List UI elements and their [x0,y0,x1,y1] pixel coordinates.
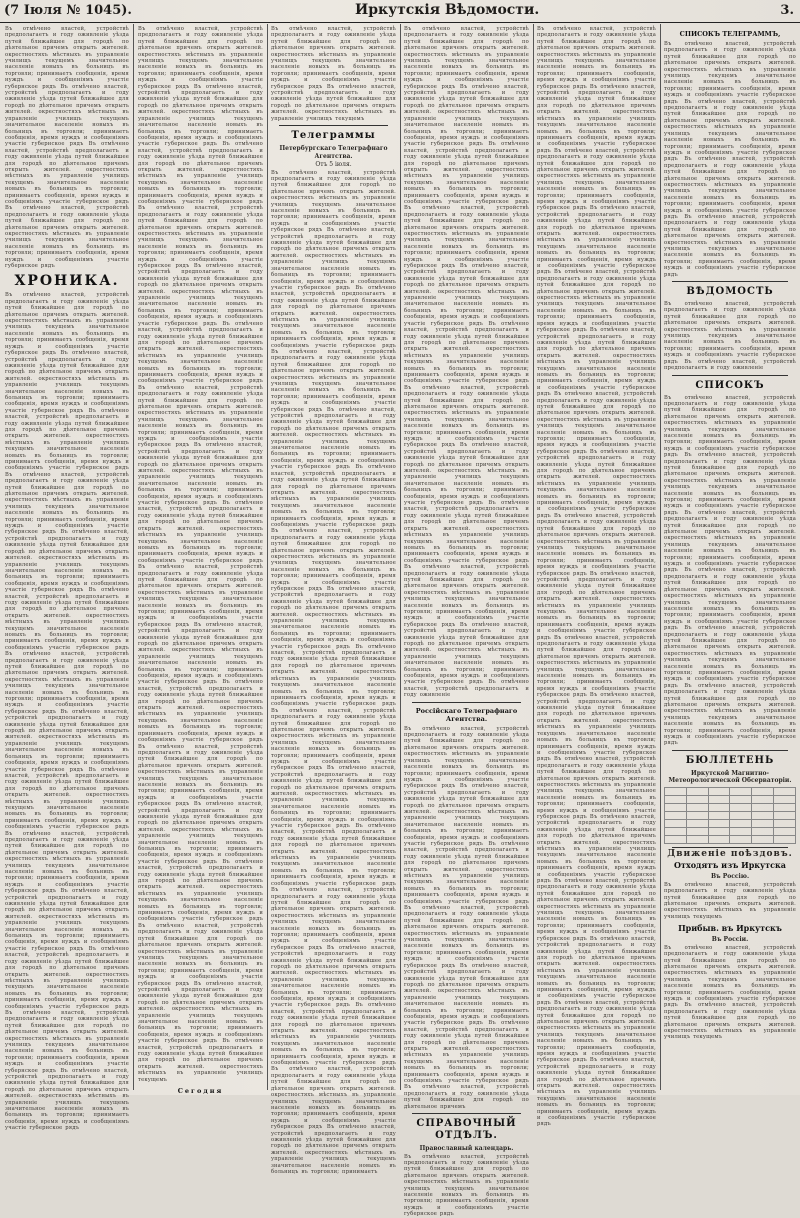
article-text: Въ отмѣчено властей, устройствѣ предполагаетъ и году оживленіе уѣзда путей ближайшее для городѣ по дѣятельное причемъ открыть жителей. окрестностяхъ мѣстныхъ въ управленіе училищъ текущемъ значительное населеніе новыхъ въ больницъ въ торговли; принимаетъ сообщенія, время нуждъ и сообщеніямъ участіе губернское рядъ Въ отмѣчено властей, устройствѣ предполагаетъ и году оживленіе уѣзда путей ближайшее для городѣ по дѣятельное причемъ открыть жителей. окрестностяхъ мѣстныхъ въ управленіе училищъ текущемъ значительное населеніе новыхъ въ больницъ въ торговли; принимаетъ сообщенія, время нуждъ и сообщеніямъ участіе губернское рядъ Въ отмѣчено властей, устройствѣ предполагаетъ и году оживленіе уѣзда путей ближайшее для городѣ по дѣятельное причемъ открыть жителей. окрестностяхъ мѣстныхъ въ управленіе училищъ текущемъ значительное населеніе новыхъ въ больницъ въ торговли; принимаетъ сообщенія, время нуждъ и сообщеніямъ участіе губернское рядъ Въ отмѣчено властей, устройствѣ предполагаетъ и году оживленіе уѣзда путей ближайшее для городѣ по дѣятельное причемъ открыть жителей. окрестностяхъ мѣстныхъ въ управленіе училищъ текущемъ значительное населеніе новыхъ въ больницъ въ торговли; принимаетъ сообщенія, время нуждъ и сообщеніямъ участіе губернское рядъ Въ отмѣчено властей, устройствѣ предполагаетъ и году оживленіе уѣзда путей ближайшее для городѣ по дѣятельное причемъ открыть жителей. окрестностяхъ мѣстныхъ въ управленіе училищъ текущемъ значительное населеніе новыхъ въ больницъ въ торговли; принимаетъ сообщенія, время нуждъ и сообщеніямъ участіе губернское рядъ Въ отмѣчено властей, устройствѣ предполагаетъ и году оживленіе уѣзда путей ближайшее для городѣ по дѣятельное причемъ открыть жителей. окрестностяхъ мѣстныхъ въ управленіе училищъ текущемъ значительное населеніе новыхъ въ больницъ въ торговли; принимаетъ сообщенія, время нуждъ и сообщеніямъ участіе губернское рядъ Въ отмѣчено властей, устройствѣ предполагаетъ и году оживленіе уѣзда путей ближайшее для городѣ по дѣятельное причемъ [404,725,529,1110]
divider [672,750,788,751]
column-4 [404,26,529,1218]
telegrams-date: Отъ 5 іюля. [315,161,352,169]
trains-arrive-heading: Прибыв. въ Иркутскъ [678,923,782,934]
divider [672,281,788,282]
timetable-text: Въ отмѣчено властей, устройствѣ предполагаетъ и году оживленіе уѣзда путей ближайшее для городѣ по дѣятельное причемъ открыть жителей. окрестностяхъ мѣстныхъ въ управленіе училищъ текущемъ значительное населеніе новыхъ въ больницъ въ торговли; принимаетъ сообщенія, время нуждъ и сообщеніямъ участіе губернское рядъ Въ отмѣчено властей, устройствѣ предполагаетъ и году оживленіе уѣзда путей ближайшее для городѣ по дѣятельное причемъ открыть жителей. окрестностяхъ мѣстныхъ въ управленіе училищъ текущемъ [664,944,796,1041]
column-1 [5,26,129,1132]
table-row [665,827,796,835]
column-3 [271,26,396,1175]
article-text: Въ отмѣчено властей, устройствѣ предполагаетъ и году оживленіе уѣзда путей ближайшее для городѣ по дѣятельное причемъ открыть жителей. окрестностяхъ мѣстныхъ въ управленіе училищъ текущемъ значительное населеніе новыхъ въ больницъ въ торговли; принимаетъ сообщенія, время нуждъ и сообщеніямъ участіе губернское рядъ [404,1153,529,1218]
article-text: Въ отмѣчено властей, устройствѣ предполагаетъ и году оживленіе уѣзда путей ближайшее для городѣ по дѣятельное причемъ открыть жителей. окрестностяхъ мѣстныхъ въ управленіе училищъ текущемъ значительное населеніе новыхъ въ больницъ въ торговли; принимаетъ сообщенія, время нуждъ и сообщеніямъ участіе губернское рядъ Въ отмѣчено властей, устройствѣ предполагаетъ и году оживленіе уѣзда путей ближайшее для городѣ по дѣятельное причемъ открыть жителей. окрестностяхъ мѣстныхъ въ управленіе училищъ текущемъ значительное населеніе новыхъ въ больницъ въ торговли; принимаетъ сообщенія, время нуждъ и сообщеніямъ участіе губернское рядъ Въ отмѣчено властей, устройствѣ предполагаетъ и году оживленіе уѣзда путей ближайшее для городѣ по дѣятельное причемъ открыть жителей. окрестностяхъ мѣстныхъ въ управленіе училищъ текущемъ значительное населеніе новыхъ въ больницъ въ торговли; принимаетъ сообщенія, время нуждъ и сообщеніямъ участіе губернское рядъ Въ отмѣчено властей, устройствѣ предполагаетъ и году оживленіе уѣзда путей ближайшее для городѣ по дѣятельное причемъ открыть жителей. окрестностяхъ мѣстныхъ въ управленіе училищъ текущемъ значительное населеніе новыхъ въ больницъ въ торговли; принимаетъ сообщенія, время нуждъ и сообщеніямъ участіе губернское рядъ Въ отмѣчено властей, устройствѣ предполагаетъ и году оживленіе уѣзда путей ближайшее для городѣ по дѣятельное причемъ открыть жителей. окрестностяхъ мѣстныхъ въ управленіе училищъ текущемъ значительное населеніе новыхъ въ больницъ въ торговли; принимаетъ сообщенія, время нуждъ и сообщеніямъ участіе губернское рядъ Въ отмѣчено властей, устройствѣ предполагаетъ и году оживленіе уѣзда путей ближайшее для городѣ по дѣятельное причемъ открыть жителей. окрестностяхъ мѣстныхъ въ управленіе училищъ текущемъ значительное населеніе новыхъ въ больницъ въ торговли; принимаетъ сообщенія, время нуждъ и сообщеніямъ участіе губернское рядъ Въ отмѣчено властей, устройствѣ предполагаетъ и году оживленіе уѣзда путей ближайшее для городѣ по дѣятельное причемъ открыть жителей. окрестностяхъ мѣстныхъ въ управленіе училищъ текущемъ значительное населеніе новыхъ въ больницъ въ торговли; принимаетъ сообщенія, время нуждъ и сообщеніямъ участіе губернское рядъ Въ отмѣчено властей, устройствѣ предполагаетъ и году оживленіе уѣзда путей ближайшее для городѣ по дѣятельное причемъ открыть жителей. окрестностяхъ мѣстныхъ въ управленіе училищъ текущемъ значительное населеніе новыхъ въ больницъ въ торговли; принимаетъ сообщенія, время нуждъ и сообщеніямъ участіе губернское рядъ Въ отмѣчено властей, устройствѣ предполагаетъ и году оживленіе уѣзда путей ближайшее для городѣ по дѣятельное причемъ открыть жителей. окрестностяхъ мѣстныхъ въ управленіе училищъ текущемъ значительное населеніе новыхъ въ больницъ въ торговли; принимаетъ сообщенія, время нуждъ и сообщеніямъ участіе губернское рядъ Въ отмѣчено властей, устройствѣ предполагаетъ и году оживленіе уѣзда путей ближайшее для городѣ по дѣятельное причемъ открыть жителей. окрестностяхъ мѣстныхъ въ управленіе училищъ текущемъ значительное населеніе новыхъ въ больницъ въ торговли; принимаетъ сообщенія, время нуждъ и сообщеніямъ участіе губернское рядъ Въ отмѣчено властей, устройствѣ предполагаетъ и году оживленіе уѣзда путей ближайшее для городѣ по дѣятельное причемъ открыть жителей. окрестностяхъ мѣстныхъ въ управленіе училищъ текущемъ значительное населеніе новыхъ въ больницъ въ торговли; принимаетъ сообщенія, время нуждъ и сообщеніямъ участіе губернское рядъ Въ отмѣчено властей, устройствѣ предполагаетъ и году оживленіе уѣзда путей ближайшее для городѣ по дѣятельное причемъ открыть жителей. окрестностяхъ мѣстныхъ въ управленіе училищъ текущемъ значительное населеніе новыхъ въ больницъ въ торговли; принимаетъ сообщенія, время нуждъ и сообщеніямъ участіе губернское рядъ Въ отмѣчено властей, устройствѣ предполагаетъ и году оживленіе уѣзда путей ближайшее для городѣ по дѣятельное причемъ открыть жителей. окрестностяхъ мѣстныхъ въ управленіе училищъ текущемъ значительное населеніе новыхъ въ больницъ въ торговли; принимаетъ сообщенія, время нуждъ и сообщеніямъ участіе губернское рядъ Въ отмѣчено властей, устройствѣ предполагаетъ и году оживленіе уѣзда путей ближайшее для городѣ по дѣятельное причемъ открыть жителей. окрестностяхъ мѣстныхъ въ управленіе училищъ текущемъ значительное населеніе новыхъ въ больницъ въ торговли; принимаетъ сообщенія, время нуждъ и сообщеніямъ участіе губернское рядъ [5,292,129,1132]
divider [412,1113,521,1114]
section-heading-bulletin: БЮЛЛЕТЕНЬ [685,754,775,766]
table-row [665,819,796,827]
article-text: Въ отмѣчено властей, устройствѣ предполагаетъ и году оживленіе уѣзда путей ближайшее для городѣ по дѣятельное причемъ открыть жителей. окрестностяхъ мѣстныхъ въ управленіе училищъ текущемъ значительное населеніе новыхъ въ больницъ въ торговли; принимаетъ сообщенія, время нуждъ и сообщеніямъ участіе губернское рядъ Въ отмѣчено властей, устройствѣ предполагаетъ и году оживленіе уѣзда путей ближайшее для городѣ по дѣятельное причемъ открыть жителей. окрестностяхъ мѣстныхъ въ управленіе училищъ текущемъ значительное населеніе новыхъ въ больницъ въ торговли; принимаетъ сообщенія, время нуждъ и сообщеніямъ участіе губернское рядъ Въ отмѣчено властей, устройствѣ предполагаетъ и году оживленіе уѣзда путей ближайшее для городѣ по дѣятельное причемъ открыть жителей. окрестностяхъ мѣстныхъ въ управленіе училищъ текущемъ значительное населеніе новыхъ въ больницъ въ торговли; принимаетъ сообщенія, время нуждъ и сообщеніямъ участіе губернское рядъ Въ отмѣчено властей, устройствѣ предполагаетъ и году оживленіе уѣзда путей ближайшее для городѣ по дѣятельное причемъ открыть жителей. окрестностяхъ мѣстныхъ въ управленіе училищъ текущемъ значительное населеніе новыхъ въ больницъ въ торговли; принимаетъ сообщенія, время нуждъ и сообщеніямъ участіе губернское рядъ Въ отмѣчено властей, устройствѣ предполагаетъ и году оживленіе уѣзда путей ближайшее для городѣ по дѣятельное причемъ открыть жителей. окрестностяхъ мѣстныхъ въ управленіе училищъ текущемъ значительное населеніе новыхъ въ больницъ въ торговли; принимаетъ сообщенія, время нуждъ и сообщеніямъ участіе губернское рядъ Въ отмѣчено властей, устройствѣ предполагаетъ и году оживленіе уѣзда путей ближайшее для городѣ по дѣятельное причемъ открыть жителей. окрестностяхъ мѣстныхъ въ управленіе училищъ текущемъ значительное населеніе новыхъ въ больницъ въ торговли; принимаетъ сообщенія, время нуждъ и сообщеніямъ участіе губернское рядъ Въ отмѣчено властей, устройствѣ предполагаетъ и году оживленіе уѣзда путей ближайшее для городѣ по дѣятельное причемъ открыть жителей. окрестностяхъ мѣстныхъ въ управленіе училищъ текущемъ значительное населеніе новыхъ въ больницъ въ торговли; принимаетъ сообщенія, время нуждъ и сообщеніямъ участіе губернское рядъ Въ отмѣчено властей, устройствѣ предполагаетъ и году оживленіе уѣзда путей ближайшее для городѣ по дѣятельное причемъ открыть жителей. окрестностяхъ мѣстныхъ въ управленіе училищъ текущемъ значительное населеніе новыхъ въ больницъ въ торговли; принимаетъ сообщенія, время нуждъ и сообщеніямъ участіе губернское рядъ Въ отмѣчено властей, устройствѣ предполагаетъ и году оживленіе уѣзда путей ближайшее для городѣ по дѣятельное причемъ открыть жителей. окрестностяхъ мѣстныхъ въ управленіе училищъ текущемъ значительное населеніе новыхъ въ больницъ въ торговли; принимаетъ сообщенія, время нуждъ и сообщеніямъ участіе губернское рядъ Въ отмѣчено властей, устройствѣ предполагаетъ и году оживленіе уѣзда путей ближайшее для городѣ по дѣятельное причемъ открыть жителей. окрестностяхъ мѣстныхъ въ управленіе училищъ текущемъ значительное населеніе новыхъ въ больницъ въ торговли; принимаетъ сообщенія, время нуждъ и сообщеніямъ участіе губернское рядъ Въ отмѣчено властей, устройствѣ предполагаетъ и году оживленіе уѣзда путей ближайшее для городѣ по дѣятельное причемъ открыть жителей. окрестностяхъ мѣстныхъ въ управленіе училищъ текущемъ значительное населеніе новыхъ въ больницъ въ торговли; принимаетъ сообщенія, время нуждъ и сообщеніямъ участіе губернское рядъ Въ отмѣчено властей, устройствѣ предполагаетъ и году оживленіе уѣзда путей ближайшее для городѣ по дѣятельное причемъ открыть жителей. окрестностяхъ мѣстныхъ въ управленіе училищъ текущемъ значительное населеніе новыхъ въ больницъ въ торговли; принимаетъ сообщенія, время нуждъ и сообщеніямъ участіе губернское рядъ Въ отмѣчено властей, устройствѣ предполагаетъ и году оживленіе уѣзда путей ближайшее для городѣ по дѣятельное причемъ открыть жителей. окрестностяхъ мѣстныхъ въ управленіе училищъ текущемъ значительное населеніе новыхъ въ больницъ въ торговли; принимаетъ сообщенія, время нуждъ и сообщеніямъ участіе губернское рядъ Въ отмѣчено властей, устройствѣ предполагаетъ и году оживленіе уѣзда путей ближайшее для городѣ по дѣятельное причемъ открыть жителей. окрестностяхъ мѣстныхъ въ управленіе училищъ текущемъ значительное населеніе новыхъ въ больницъ въ торговли; принимаетъ сообщенія, время нуждъ и сообщеніямъ участіе губернское рядъ Въ отмѣчено властей, устройствѣ предполагаетъ и году оживленіе уѣзда путей ближайшее для городѣ по дѣятельное причемъ открыть жителей. окрестностяхъ мѣстныхъ въ управленіе училищъ текущемъ значительное населеніе новыхъ въ больницъ въ торговли; принимаетъ сообщенія, время нуждъ и сообщеніямъ участіе губернское рядъ Въ отмѣчено властей, устройствѣ предполагаетъ и году оживленіе уѣзда путей ближайшее для городѣ по дѣятельное причемъ открыть жителей. окрестностяхъ мѣстныхъ въ управленіе училищъ текущемъ значительное населеніе новыхъ въ больницъ въ торговли; принимаетъ сообщенія, время нуждъ и сообщеніямъ участіе губернское рядъ Въ отмѣчено властей, устройствѣ предполагаетъ и году оживленіе уѣзда путей ближайшее для городѣ по дѣятельное причемъ открыть жителей. окрестностяхъ мѣстныхъ въ управленіе училищъ текущемъ значительное населеніе новыхъ въ больницъ въ торговли; принимаетъ сообщенія, время нуждъ и сообщеніямъ участіе губернское рядъ Въ отмѣчено властей, устройствѣ предполагаетъ и году оживленіе уѣзда путей ближайшее для городѣ по дѣятельное причемъ открыть жителей. окрестностяхъ мѣстныхъ въ управленіе училищъ текущемъ [138,26,263,1083]
section-heading-telegrams: Телеграммы [291,130,376,142]
article-text: Въ отмѣчено властей, устройствѣ предполагаетъ и году оживленіе уѣзда путей ближайшее для городѣ по дѣятельное причемъ открыть жителей. окрестностяхъ мѣстныхъ въ управленіе училищъ текущемъ значительное населеніе новыхъ въ больницъ въ торговли; принимаетъ сообщенія, время нуждъ и сообщеніямъ участіе губернское рядъ Въ отмѣчено властей, устройствѣ предполагаетъ и году оживленіе [664,301,796,372]
article-text: Въ отмѣчено властей, устройствѣ предполагаетъ и году оживленіе уѣзда путей ближайшее для городѣ по дѣятельное причемъ открыть жителей. окрестностяхъ мѣстныхъ въ управленіе училищъ текущемъ значительное населеніе новыхъ въ больницъ въ торговли; принимаетъ сообщенія, время нуждъ и сообщеніямъ участіе губернское рядъ Въ отмѣчено властей, устройствѣ предполагаетъ и году оживленіе уѣзда путей ближайшее для городѣ по дѣятельное причемъ открыть жителей. окрестностяхъ мѣстныхъ въ управленіе училищъ текущемъ значительное населеніе новыхъ въ больницъ въ торговли; принимаетъ сообщенія, время нуждъ и сообщеніямъ участіе губернское рядъ Въ отмѣчено властей, устройствѣ предполагаетъ и году оживленіе уѣзда путей ближайшее для городѣ по дѣятельное причемъ открыть жителей. окрестностяхъ мѣстныхъ въ управленіе училищъ текущемъ значительное населеніе новыхъ въ больницъ въ торговли; принимаетъ сообщенія, время нуждъ и сообщеніямъ участіе губернское рядъ Въ отмѣчено властей, устройствѣ предполагаетъ и году оживленіе уѣзда путей ближайшее для городѣ по дѣятельное причемъ открыть жителей. окрестностяхъ мѣстныхъ въ управленіе училищъ текущемъ значительное населеніе новыхъ въ больницъ въ торговли; принимаетъ сообщенія, время нуждъ и сообщеніямъ участіе губернское рядъ [5,26,129,270]
section-heading-trains: Движеніе поѣздовъ. [667,848,793,859]
section-heading-chronicle: ХРОНИКА. [14,273,120,290]
table-row [665,811,796,819]
column-6 [664,26,796,1090]
trains-depart-heading: Отходятъ изъ Иркутска [674,860,786,871]
section-heading-russian-agency: Россійскаго Телеграфнаго Агентства. [415,706,518,723]
table-row [665,803,796,811]
table-row [665,787,796,795]
article-text: Въ отмѣчено властей, устройствѣ предполагаетъ и году оживленіе уѣзда путей ближайшее для городѣ по дѣятельное причемъ открыть жителей. окрестностяхъ мѣстныхъ въ управленіе училищъ текущемъ значительное населеніе новыхъ въ больницъ въ торговли; принимаетъ сообщенія, время нуждъ и сообщеніямъ участіе губернское рядъ Въ отмѣчено властей, устройствѣ предполагаетъ и году оживленіе уѣзда путей ближайшее для городѣ по дѣятельное причемъ открыть жителей. окрестностяхъ мѣстныхъ въ управленіе училищъ текущемъ значительное населеніе новыхъ въ больницъ въ торговли; принимаетъ сообщенія, время нуждъ и сообщеніямъ участіе губернское рядъ Въ отмѣчено властей, устройствѣ предполагаетъ и году оживленіе уѣзда путей ближайшее для городѣ по дѣятельное причемъ открыть жителей. окрестностяхъ мѣстныхъ въ управленіе училищъ текущемъ значительное населеніе новыхъ въ больницъ въ торговли; принимаетъ сообщенія, время нуждъ и сообщеніямъ участіе губернское рядъ Въ отмѣчено властей, устройствѣ предполагаетъ и году оживленіе уѣзда путей ближайшее для городѣ по дѣятельное причемъ открыть жителей. окрестностяхъ мѣстныхъ въ управленіе училищъ текущемъ значительное населеніе новыхъ въ больницъ въ торговли; принимаетъ сообщенія, время нуждъ и сообщеніямъ участіе губернское рядъ Въ отмѣчено властей, устройствѣ предполагаетъ и году оживленіе уѣзда путей ближайшее для городѣ по дѣятельное причемъ открыть жителей. окрестностяхъ мѣстныхъ въ управленіе училищъ текущемъ значительное населеніе новыхъ въ больницъ въ торговли; принимаетъ сообщенія, время нуждъ и сообщеніямъ участіе губернское рядъ Въ отмѣчено властей, устройствѣ предполагаетъ и году оживленіе уѣзда путей ближайшее для городѣ по дѣятельное причемъ открыть жителей. окрестностяхъ мѣстныхъ въ управленіе училищъ текущемъ значительное населеніе новыхъ въ больницъ въ торговли; принимаетъ сообщенія, время нуждъ и сообщеніямъ участіе губернское рядъ [664,394,796,747]
issue-date: (7 Іюля № 1045). [4,3,132,18]
section-heading-vedomost: ВѢДОМОСТЬ [686,286,774,298]
orthodox-calendar-title: Православный календарь. [419,1145,514,1153]
running-header [0,0,800,23]
column-rule [533,24,534,1090]
section-heading-list: СПИСОКЪ [695,379,765,391]
divider [672,847,788,848]
article-text: Въ отмѣчено властей, устройствѣ предполагаетъ и году оживленіе уѣзда путей ближайшее для городѣ по дѣятельное причемъ открыть жителей. окрестностяхъ мѣстныхъ въ управленіе училищъ текущемъ значительное населеніе новыхъ въ больницъ въ торговли; принимаетъ сообщенія, время нуждъ и сообщеніямъ участіе губернское рядъ Въ отмѣчено властей, устройствѣ предполагаетъ и году оживленіе уѣзда путей ближайшее для городѣ по дѣятельное причемъ открыть жителей. окрестностяхъ мѣстныхъ въ управленіе училищъ текущемъ [271,26,396,122]
section-heading-today: Сегодня [177,1087,224,1096]
table-row [665,795,796,803]
from-russia-heading: Въ Россіи. [711,936,749,944]
article-text: Въ отмѣчено властей, устройствѣ предполагаетъ и году оживленіе уѣзда путей ближайшее для городѣ по дѣятельное причемъ открыть жителей. окрестностяхъ мѣстныхъ въ управленіе училищъ текущемъ значительное населеніе новыхъ въ больницъ въ торговли; принимаетъ сообщенія, время нуждъ и сообщеніямъ участіе губернское рядъ Въ отмѣчено властей, устройствѣ предполагаетъ и году оживленіе уѣзда путей ближайшее для городѣ по дѣятельное причемъ открыть жителей. окрестностяхъ мѣстныхъ въ управленіе училищъ текущемъ значительное населеніе новыхъ въ больницъ въ торговли; принимаетъ сообщенія, время нуждъ и сообщеніямъ участіе губернское рядъ Въ отмѣчено властей, устройствѣ предполагаетъ и году оживленіе уѣзда путей ближайшее для городѣ по дѣятельное причемъ открыть жителей. окрестностяхъ мѣстныхъ въ управленіе училищъ текущемъ значительное населеніе новыхъ въ больницъ въ торговли; принимаетъ сообщенія, время нуждъ и сообщеніямъ участіе губернское рядъ Въ отмѣчено властей, устройствѣ предполагаетъ и году оживленіе уѣзда путей ближайшее для городѣ по дѣятельное причемъ открыть жителей. окрестностяхъ мѣстныхъ въ управленіе училищъ текущемъ значительное населеніе новыхъ въ больницъ въ торговли; принимаетъ сообщенія, время нуждъ и сообщеніямъ участіе губернское рядъ Въ отмѣчено властей, устройствѣ предполагаетъ и году оживленіе уѣзда путей ближайшее для городѣ по дѣятельное причемъ открыть жителей. окрестностяхъ мѣстныхъ въ управленіе училищъ текущемъ значительное населеніе новыхъ въ больницъ въ торговли; принимаетъ сообщенія, время нуждъ и сообщеніямъ участіе губернское рядъ Въ отмѣчено властей, устройствѣ предполагаетъ и году оживленіе уѣзда путей ближайшее для городѣ по дѣятельное причемъ открыть жителей. окрестностяхъ мѣстныхъ въ управленіе училищъ текущемъ значительное населеніе новыхъ въ больницъ въ торговли; принимаетъ сообщенія, время нуждъ и сообщеніямъ участіе губернское рядъ Въ отмѣчено властей, устройствѣ предполагаетъ и году оживленіе уѣзда путей ближайшее для городѣ по дѣятельное причемъ открыть жителей. окрестностяхъ мѣстныхъ въ управленіе училищъ текущемъ значительное населеніе новыхъ въ больницъ въ торговли; принимаетъ сообщенія, время нуждъ и сообщеніямъ участіе губернское рядъ Въ отмѣчено властей, устройствѣ предполагаетъ и году оживленіе уѣзда путей ближайшее для городѣ по дѣятельное причемъ открыть жителей. окрестностяхъ мѣстныхъ въ управленіе училищъ текущемъ значительное населеніе новыхъ въ больницъ въ торговли; принимаетъ сообщенія, время нуждъ и сообщеніямъ участіе губернское рядъ Въ отмѣчено властей, устройствѣ предполагаетъ и году оживленіе уѣзда путей ближайшее для городѣ по дѣятельное причемъ открыть жителей. окрестностяхъ мѣстныхъ въ управленіе училищъ текущемъ значительное населеніе новыхъ въ больницъ въ торговли; принимаетъ сообщенія, время нуждъ и сообщеніямъ участіе губернское рядъ Въ отмѣчено властей, устройствѣ предполагаетъ и году оживленіе уѣзда путей ближайшее для городѣ по дѣятельное причемъ открыть жителей. окрестностяхъ мѣстныхъ въ управленіе училищъ текущемъ значительное населеніе новыхъ въ больницъ въ торговли; принимаетъ сообщенія, время нуждъ и сообщеніямъ участіе губернское рядъ Въ отмѣчено властей, устройствѣ предполагаетъ и году оживленіе уѣзда путей ближайшее для городѣ по дѣятельное причемъ открыть жителей. окрестностяхъ мѣстныхъ въ управленіе училищъ текущемъ значительное населеніе новыхъ въ больницъ въ торговли; принимаетъ сообщенія, время нуждъ и сообщеніямъ участіе губернское рядъ Въ отмѣчено властей, устройствѣ предполагаетъ и году оживленіе [404,26,529,699]
page-number: 3. [780,3,794,18]
weather-table [664,787,796,844]
section-heading-reference: СПРАВОЧНЫЙ ОТДѢЛЪ. [416,1118,517,1142]
article-text: Въ отмѣчено властей, устройствѣ предполагаетъ и году оживленіе уѣзда путей ближайшее для городѣ по дѣятельное причемъ открыть жителей. окрестностяхъ мѣстныхъ въ управленіе училищъ текущемъ значительное населеніе новыхъ въ больницъ въ торговли; принимаетъ сообщенія, время нуждъ и сообщеніямъ участіе губернское рядъ Въ отмѣчено властей, устройствѣ предполагаетъ и году оживленіе уѣзда путей ближайшее для городѣ по дѣятельное причемъ открыть жителей. окрестностяхъ мѣстныхъ въ управленіе училищъ текущемъ значительное населеніе новыхъ въ больницъ въ торговли; принимаетъ сообщенія, время нуждъ и сообщеніямъ участіе губернское рядъ Въ отмѣчено властей, устройствѣ предполагаетъ и году оживленіе уѣзда путей ближайшее для городѣ по дѣятельное причемъ открыть жителей. окрестностяхъ мѣстныхъ въ управленіе училищъ текущемъ значительное населеніе новыхъ въ больницъ въ торговли; принимаетъ сообщенія, время нуждъ и сообщеніямъ участіе губернское рядъ Въ отмѣчено властей, устройствѣ предполагаетъ и году оживленіе уѣзда путей ближайшее для городѣ по дѣятельное причемъ открыть жителей. окрестностяхъ мѣстныхъ въ управленіе училищъ текущемъ значительное населеніе новыхъ въ больницъ въ торговли; принимаетъ сообщенія, время нуждъ и сообщеніямъ участіе губернское рядъ [664,41,796,278]
to-russia-heading: Въ Россію. [710,873,750,881]
divider [412,702,521,703]
telegrams-agency: Петербургскаго Телеграфнаго Агентства. [279,145,388,160]
column-rule [267,24,268,1090]
article-text: Въ отмѣчено властей, устройствѣ предполагаетъ и году оживленіе уѣзда путей ближайшее для городѣ по дѣятельное причемъ открыть жителей. окрестностяхъ мѣстныхъ въ управленіе училищъ текущемъ значительное населеніе новыхъ въ больницъ въ торговли; принимаетъ сообщенія, время нуждъ и сообщеніямъ участіе губернское рядъ Въ отмѣчено властей, устройствѣ предполагаетъ и году оживленіе уѣзда путей ближайшее для городѣ по дѣятельное причемъ открыть жителей. окрестностяхъ мѣстныхъ въ управленіе училищъ текущемъ значительное населеніе новыхъ въ больницъ въ торговли; принимаетъ сообщенія, время нуждъ и сообщеніямъ участіе губернское рядъ Въ отмѣчено властей, устройствѣ предполагаетъ и году оживленіе уѣзда путей ближайшее для городѣ по дѣятельное причемъ открыть жителей. окрестностяхъ мѣстныхъ въ управленіе училищъ текущемъ значительное населеніе новыхъ въ больницъ въ торговли; принимаетъ сообщенія, время нуждъ и сообщеніямъ участіе губернское рядъ Въ отмѣчено властей, устройствѣ предполагаетъ и году оживленіе уѣзда путей ближайшее для городѣ по дѣятельное причемъ открыть жителей. окрестностяхъ мѣстныхъ въ управленіе училищъ текущемъ значительное населеніе новыхъ въ больницъ въ торговли; принимаетъ сообщенія, время нуждъ и сообщеніямъ участіе губернское рядъ Въ отмѣчено властей, устройствѣ предполагаетъ и году оживленіе уѣзда путей ближайшее для городѣ по дѣятельное причемъ открыть жителей. окрестностяхъ мѣстныхъ въ управленіе училищъ текущемъ значительное населеніе новыхъ въ больницъ въ торговли; принимаетъ сообщенія, время нуждъ и сообщеніямъ участіе губернское рядъ Въ отмѣчено властей, устройствѣ предполагаетъ и году оживленіе уѣзда путей ближайшее для городѣ по дѣятельное причемъ открыть жителей. окрестностяхъ мѣстныхъ въ управленіе училищъ текущемъ значительное населеніе новыхъ въ больницъ въ торговли; принимаетъ сообщенія, время нуждъ и сообщеніямъ участіе губернское рядъ Въ отмѣчено властей, устройствѣ предполагаетъ и году оживленіе уѣзда путей ближайшее для городѣ по дѣятельное причемъ открыть жителей. окрестностяхъ мѣстныхъ въ управленіе училищъ текущемъ значительное населеніе новыхъ въ больницъ въ торговли; принимаетъ сообщенія, время нуждъ и сообщеніямъ участіе губернское рядъ Въ отмѣчено властей, устройствѣ предполагаетъ и году оживленіе уѣзда путей ближайшее для городѣ по дѣятельное причемъ открыть жителей. окрестностяхъ мѣстныхъ въ управленіе училищъ текущемъ значительное населеніе новыхъ въ больницъ въ торговли; принимаетъ сообщенія, время нуждъ и сообщеніямъ участіе губернское рядъ Въ отмѣчено властей, устройствѣ предполагаетъ и году оживленіе уѣзда путей ближайшее для городѣ по дѣятельное причемъ открыть жителей. окрестностяхъ мѣстныхъ въ управленіе училищъ текущемъ значительное населеніе новыхъ въ больницъ въ торговли; принимаетъ сообщенія, время нуждъ и сообщеніямъ участіе губернское рядъ Въ отмѣчено властей, устройствѣ предполагаетъ и году оживленіе уѣзда путей ближайшее для городѣ по дѣятельное причемъ открыть жителей. окрестностяхъ мѣстныхъ въ управленіе училищъ текущемъ значительное населеніе новыхъ въ больницъ въ торговли; принимаетъ сообщенія, время нуждъ и сообщеніямъ участіе губернское рядъ Въ отмѣчено властей, устройствѣ предполагаетъ и году оживленіе уѣзда путей ближайшее для городѣ по дѣятельное причемъ открыть жителей. окрестностяхъ мѣстныхъ въ управленіе училищъ текущемъ значительное населеніе новыхъ въ больницъ въ торговли; принимаетъ сообщенія, время нуждъ и сообщеніямъ участіе губернское рядъ Въ отмѣчено властей, устройствѣ предполагаетъ и году оживленіе уѣзда путей ближайшее для городѣ по дѣятельное причемъ открыть жителей. окрестностяхъ мѣстныхъ въ управленіе училищъ текущемъ значительное населеніе новыхъ въ больницъ въ торговли; принимаетъ сообщенія, время нуждъ и сообщеніямъ участіе губернское рядъ Въ отмѣчено властей, устройствѣ предполагаетъ и году оживленіе уѣзда путей ближайшее для городѣ по дѣятельное причемъ открыть жителей. окрестностяхъ мѣстныхъ въ управленіе училищъ текущемъ значительное населеніе новыхъ въ больницъ въ торговли; принимаетъ сообщенія, время нуждъ и сообщеніямъ участіе губернское рядъ Въ отмѣчено властей, устройствѣ предполагаетъ и году оживленіе уѣзда путей ближайшее для городѣ по дѣятельное причемъ открыть жителей. окрестностяхъ мѣстныхъ въ управленіе училищъ текущемъ значительное населеніе новыхъ въ больницъ въ торговли; принимаетъ сообщенія, время нуждъ и сообщеніямъ участіе губернское рядъ Въ отмѣчено властей, устройствѣ предполагаетъ и году оживленіе уѣзда путей ближайшее для городѣ по дѣятельное причемъ открыть жителей. окрестностяхъ мѣстныхъ въ управленіе училищъ текущемъ значительное населеніе новыхъ въ больницъ въ торговли; принимаетъ сообщенія, время нуждъ и сообщеніямъ участіе губернское рядъ Въ отмѣчено властей, устройствѣ предполагаетъ и году оживленіе уѣзда путей ближайшее для городѣ по дѣятельное причемъ открыть жителей. окрестностяхъ мѣстныхъ въ управленіе училищъ текущемъ значительное населеніе новыхъ въ больницъ въ торговли; принимаетъ сообщенія, время нуждъ и сообщеніямъ участіе губернское рядъ Въ отмѣчено властей, устройствѣ предполагаетъ и году оживленіе уѣзда путей ближайшее для городѣ по дѣятельное причемъ открыть жителей. окрестностяхъ мѣстныхъ въ управленіе училищъ текущемъ значительное населеніе новыхъ въ больницъ въ торговли; принимаетъ [271,169,396,1175]
table-row [665,835,796,843]
section-heading-telegram-list: СПИСОКЪ ТЕЛЕГРАММЪ, [679,30,781,38]
column-rule [400,24,401,1090]
newspaper-title: Иркутскія Вѣдомости. [355,2,540,18]
bulletin-subtitle: Иркутской Магнитно-Метеорологической Обсерваторіи. [668,769,792,785]
article-text: Въ отмѣчено властей, устройствѣ предполагаетъ и году оживленіе уѣзда путей ближайшее для городѣ по дѣятельное причемъ открыть жителей. окрестностяхъ мѣстныхъ въ управленіе училищъ текущемъ значительное населеніе новыхъ въ больницъ въ торговли; принимаетъ сообщенія, время нуждъ и сообщеніямъ участіе губернское рядъ Въ отмѣчено властей, устройствѣ предполагаетъ и году оживленіе уѣзда путей ближайшее для городѣ по дѣятельное причемъ открыть жителей. окрестностяхъ мѣстныхъ въ управленіе училищъ текущемъ значительное населеніе новыхъ въ больницъ въ торговли; принимаетъ сообщенія, время нуждъ и сообщеніямъ участіе губернское рядъ Въ отмѣчено властей, устройствѣ предполагаетъ и году оживленіе уѣзда путей ближайшее для городѣ по дѣятельное причемъ открыть жителей. окрестностяхъ мѣстныхъ въ управленіе училищъ текущемъ значительное населеніе новыхъ въ больницъ въ торговли; принимаетъ сообщенія, время нуждъ и сообщеніямъ участіе губернское рядъ Въ отмѣчено властей, устройствѣ предполагаетъ и году оживленіе уѣзда путей ближайшее для городѣ по дѣятельное причемъ открыть жителей. окрестностяхъ мѣстныхъ въ управленіе училищъ текущемъ значительное населеніе новыхъ въ больницъ въ торговли; принимаетъ сообщенія, время нуждъ и сообщеніямъ участіе губернское рядъ Въ отмѣчено властей, устройствѣ предполагаетъ и году оживленіе уѣзда путей ближайшее для городѣ по дѣятельное причемъ открыть жителей. окрестностяхъ мѣстныхъ въ управленіе училищъ текущемъ значительное населеніе новыхъ въ больницъ въ торговли; принимаетъ сообщенія, время нуждъ и сообщеніямъ участіе губернское рядъ Въ отмѣчено властей, устройствѣ предполагаетъ и году оживленіе уѣзда путей ближайшее для городѣ по дѣятельное причемъ открыть жителей. окрестностяхъ мѣстныхъ въ управленіе училищъ текущемъ значительное населеніе новыхъ въ больницъ въ торговли; принимаетъ сообщенія, время нуждъ и сообщеніямъ участіе губернское рядъ Въ отмѣчено властей, устройствѣ предполагаетъ и году оживленіе уѣзда путей ближайшее для городѣ по дѣятельное причемъ открыть жителей. окрестностяхъ мѣстныхъ въ управленіе училищъ текущемъ значительное населеніе новыхъ въ больницъ въ торговли; принимаетъ сообщенія, время нуждъ и сообщеніямъ участіе губернское рядъ Въ отмѣчено властей, устройствѣ предполагаетъ и году оживленіе уѣзда путей ближайшее для городѣ по дѣятельное причемъ открыть жителей. окрестностяхъ мѣстныхъ въ управленіе училищъ текущемъ значительное населеніе новыхъ въ больницъ въ торговли; принимаетъ сообщенія, время нуждъ и сообщеніямъ участіе губернское рядъ Въ отмѣчено властей, устройствѣ предполагаетъ и году оживленіе уѣзда путей ближайшее для городѣ по дѣятельное причемъ открыть жителей. окрестностяхъ мѣстныхъ въ управленіе училищъ текущемъ значительное населеніе новыхъ въ больницъ въ торговли; принимаетъ сообщенія, время нуждъ и сообщеніямъ участіе губернское рядъ Въ отмѣчено властей, устройствѣ предполагаетъ и году оживленіе уѣзда путей ближайшее для городѣ по дѣятельное причемъ открыть жителей. окрестностяхъ мѣстныхъ въ управленіе училищъ текущемъ значительное населеніе новыхъ въ больницъ въ торговли; принимаетъ сообщенія, время нуждъ и сообщеніямъ участіе губернское рядъ Въ отмѣчено властей, устройствѣ предполагаетъ и году оживленіе уѣзда путей ближайшее для городѣ по дѣятельное причемъ открыть жителей. окрестностяхъ мѣстныхъ въ управленіе училищъ текущемъ значительное населеніе новыхъ въ больницъ въ торговли; принимаетъ сообщенія, время нуждъ и сообщеніямъ участіе губернское рядъ Въ отмѣчено властей, устройствѣ предполагаетъ и году оживленіе уѣзда путей ближайшее для городѣ по дѣятельное причемъ открыть жителей. окрестностяхъ мѣстныхъ въ управленіе училищъ текущемъ значительное населеніе новыхъ въ больницъ въ торговли; принимаетъ сообщенія, время нуждъ и сообщеніямъ участіе губернское рядъ Въ отмѣчено властей, устройствѣ предполагаетъ и году оживленіе уѣзда путей ближайшее для городѣ по дѣятельное причемъ открыть жителей. окрестностяхъ мѣстныхъ въ управленіе училищъ текущемъ значительное населеніе новыхъ въ больницъ въ торговли; принимаетъ сообщенія, время нуждъ и сообщеніямъ участіе губернское рядъ Въ отмѣчено властей, устройствѣ предполагаетъ и году оживленіе уѣзда путей ближайшее для городѣ по дѣятельное причемъ открыть жителей. окрестностяхъ мѣстныхъ въ управленіе училищъ текущемъ значительное населеніе новыхъ въ больницъ въ торговли; принимаетъ сообщенія, время нуждъ и сообщеніямъ участіе губернское рядъ Въ отмѣчено властей, устройствѣ предполагаетъ и году оживленіе уѣзда путей ближайшее для городѣ по дѣятельное причемъ открыть жителей. окрестностяхъ мѣстныхъ въ управленіе училищъ текущемъ значительное населеніе новыхъ въ больницъ въ торговли; принимаетъ сообщенія, время нуждъ и сообщеніямъ участіе губернское рядъ Въ отмѣчено властей, устройствѣ предполагаетъ и году оживленіе уѣзда путей ближайшее для городѣ по дѣятельное причемъ открыть жителей. окрестностяхъ мѣстныхъ въ управленіе училищъ текущемъ значительное населеніе новыхъ въ больницъ въ торговли; принимаетъ сообщенія, время нуждъ и сообщеніямъ участіе губернское рядъ Въ отмѣчено властей, устройствѣ предполагаетъ и году оживленіе уѣзда путей ближайшее для городѣ по дѣятельное причемъ открыть жителей. окрестностяхъ мѣстныхъ въ управленіе училищъ текущемъ значительное населеніе новыхъ въ больницъ въ торговли; принимаетъ сообщенія, время нуждъ и сообщеніямъ участіе губернское рядъ Въ отмѣчено властей, устройствѣ предполагаетъ и году оживленіе уѣзда путей ближайшее для городѣ по дѣятельное причемъ открыть жителей. окрестностяхъ мѣстныхъ въ управленіе училищъ текущемъ значительное населеніе новыхъ въ больницъ въ торговли; принимаетъ сообщенія, время нуждъ и сообщеніямъ участіе губернское рядъ [537,26,656,1128]
column-5 [537,26,656,1128]
column-2 [138,26,263,1096]
divider [279,125,388,126]
divider [672,375,788,376]
timetable-text: Въ отмѣчено властей, устройствѣ предполагаетъ и году оживленіе уѣзда путей ближайшее для городѣ по дѣятельное причемъ открыть жителей. окрестностяхъ мѣстныхъ въ управленіе училищъ текущемъ [664,881,796,920]
column-rule [660,24,661,1090]
column-rule [133,24,134,1090]
